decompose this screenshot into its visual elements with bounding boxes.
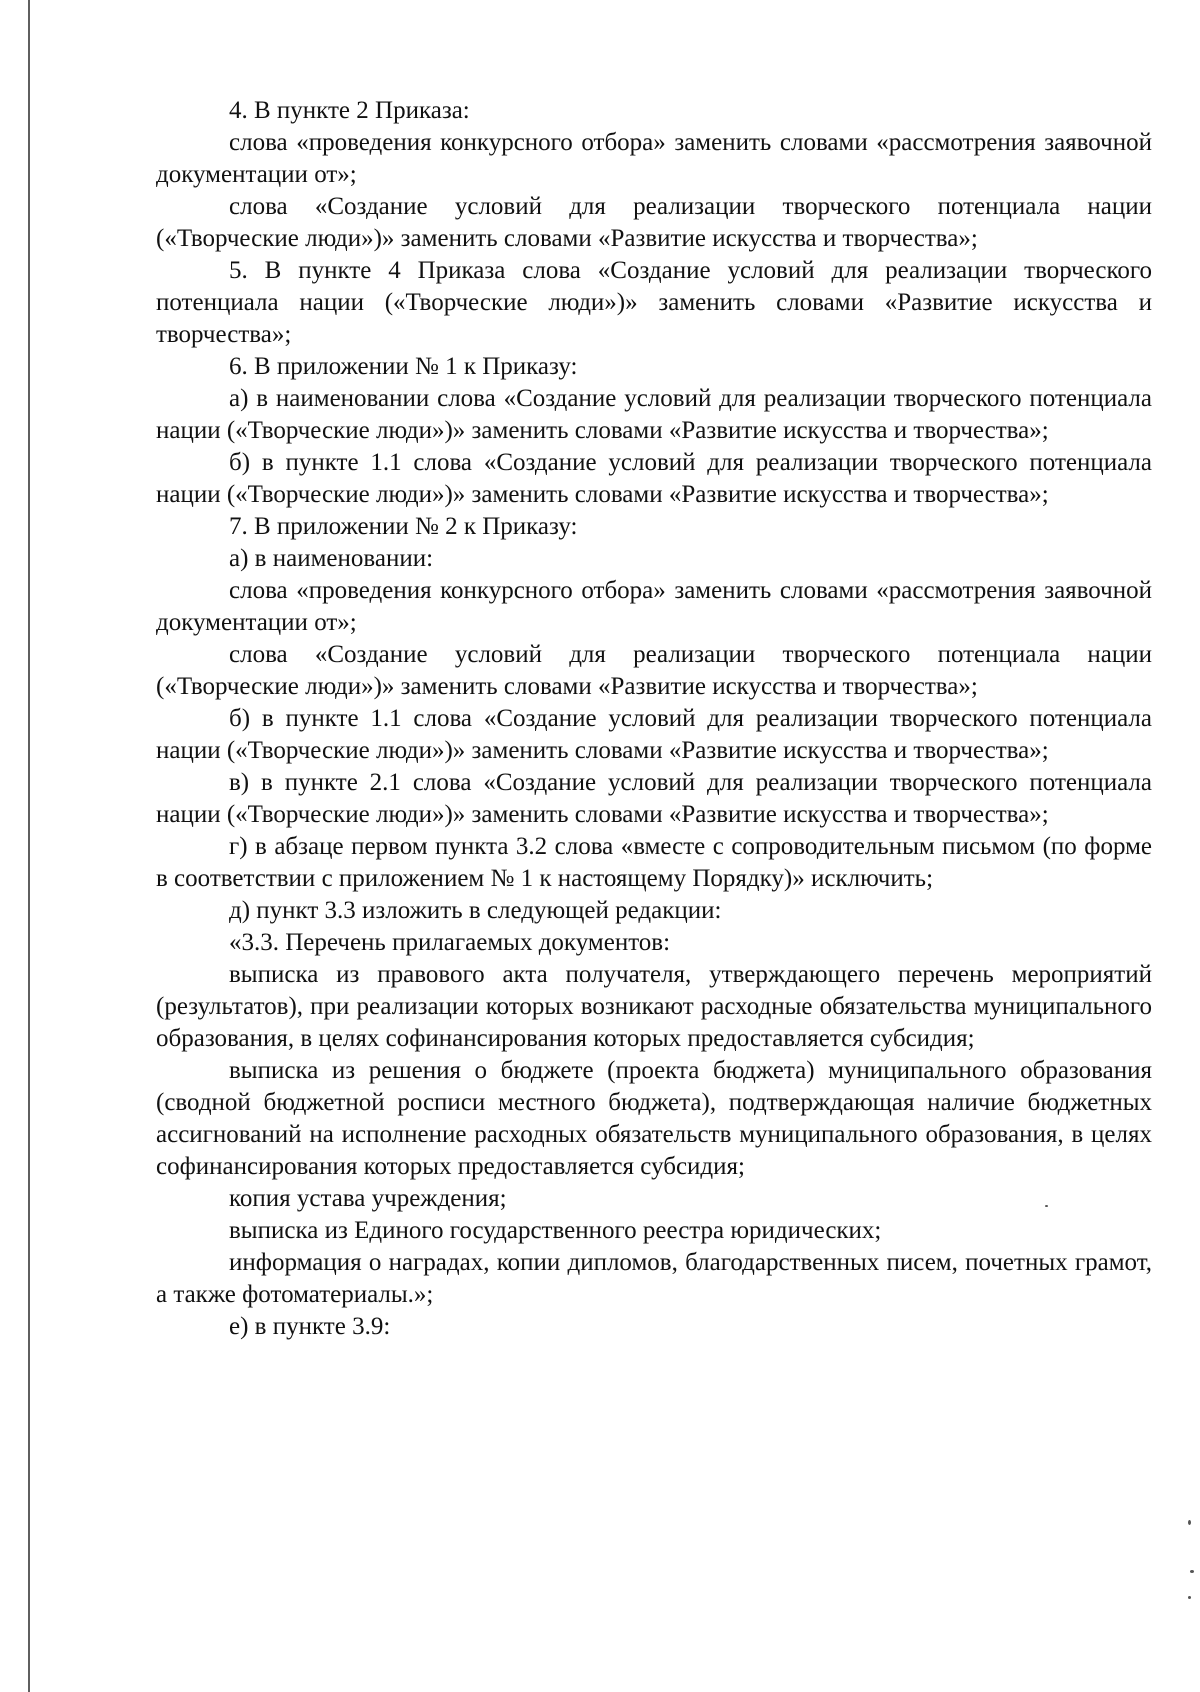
scan-page-edge <box>28 0 30 1692</box>
paragraph: 6. В приложении № 1 к Приказу: <box>229 353 578 380</box>
paragraph: слова «проведения конкурсного отбора» заменить словами «рассмотрения заявочной документации от»; <box>156 129 1152 188</box>
paragraph: 5. В пункте 4 Приказа слова «Создание условий для реализации творческого потенциала нации («Творческие люди»)» заменить словами «Развитие искусства и творчества»; <box>156 257 1152 348</box>
scan-speck <box>1045 1205 1048 1207</box>
paragraph: выписка из решения о бюджете (проекта бюджета) муниципального образования (сводной бюджетной росписи местного бюджета), подтверждающая наличие бюджетных ассигнований на исполнение расходных обязательств муниципального образования, в целях софинансирования которых предоставляется субсидия; <box>156 1057 1152 1180</box>
paragraph: выписка из Единого государственного реестра юридических; <box>229 1217 882 1244</box>
paragraph: а) в наименовании слова «Создание условий для реализации творческого потенциала нации («Творческие люди»)» заменить словами «Развитие искусства и творчества»; <box>156 385 1152 444</box>
paragraph: е) в пункте 3.9: <box>229 1313 391 1340</box>
paragraph: г) в абзаце первом пункта 3.2 слова «вместе с сопроводительным письмом (по форме в соответствии с приложением № 1 к настоящему Порядку)» исключить; <box>156 833 1152 892</box>
scan-speck <box>1190 1570 1194 1573</box>
paragraph: слова «Создание условий для реализации творческого потенциала нации («Творческие люди»)» заменить словами «Развитие искусства и творчества»; <box>156 193 1152 252</box>
paragraph: а) в наименовании: <box>229 545 434 572</box>
scan-speck <box>1188 1596 1191 1599</box>
paragraph: информация о наградах, копии дипломов, благодарственных писем, почетных грамот, а также фотоматериалы.»; <box>156 1249 1152 1308</box>
paragraph: в) в пункте 2.1 слова «Создание условий для реализации творческого потенциала нации («Творческие люди»)» заменить словами «Развитие искусства и творчества»; <box>156 769 1152 828</box>
paragraph: б) в пункте 1.1 слова «Создание условий для реализации творческого потенциала нации («Творческие люди»)» заменить словами «Развитие искусства и творчества»; <box>156 449 1152 508</box>
paragraph: д) пункт 3.3 изложить в следующей редакции: <box>229 897 722 924</box>
document-page <box>156 95 1152 1343</box>
paragraph: копия устава учреждения; <box>229 1185 507 1212</box>
scan-speck <box>1188 1520 1191 1525</box>
paragraph: слова «проведения конкурсного отбора» заменить словами «рассмотрения заявочной документации от»; <box>156 577 1152 636</box>
paragraph: 7. В приложении № 2 к Приказу: <box>229 513 578 540</box>
paragraph: б) в пункте 1.1 слова «Создание условий для реализации творческого потенциала нации («Творческие люди»)» заменить словами «Развитие искусства и творчества»; <box>156 705 1152 764</box>
paragraph: выписка из правового акта получателя, утверждающего перечень мероприятий (результатов), при реализации которых возникают расходные обязательства муниципального образования, в целях софинансирования которых предоставляется субсидия; <box>156 961 1152 1052</box>
paragraph: 4. В пункте 2 Приказа: <box>229 97 470 124</box>
paragraph: «3.3. Перечень прилагаемых документов: <box>229 929 671 956</box>
paragraph: слова «Создание условий для реализации творческого потенциала нации («Творческие люди»)» заменить словами «Развитие искусства и творчества»; <box>156 641 1152 700</box>
